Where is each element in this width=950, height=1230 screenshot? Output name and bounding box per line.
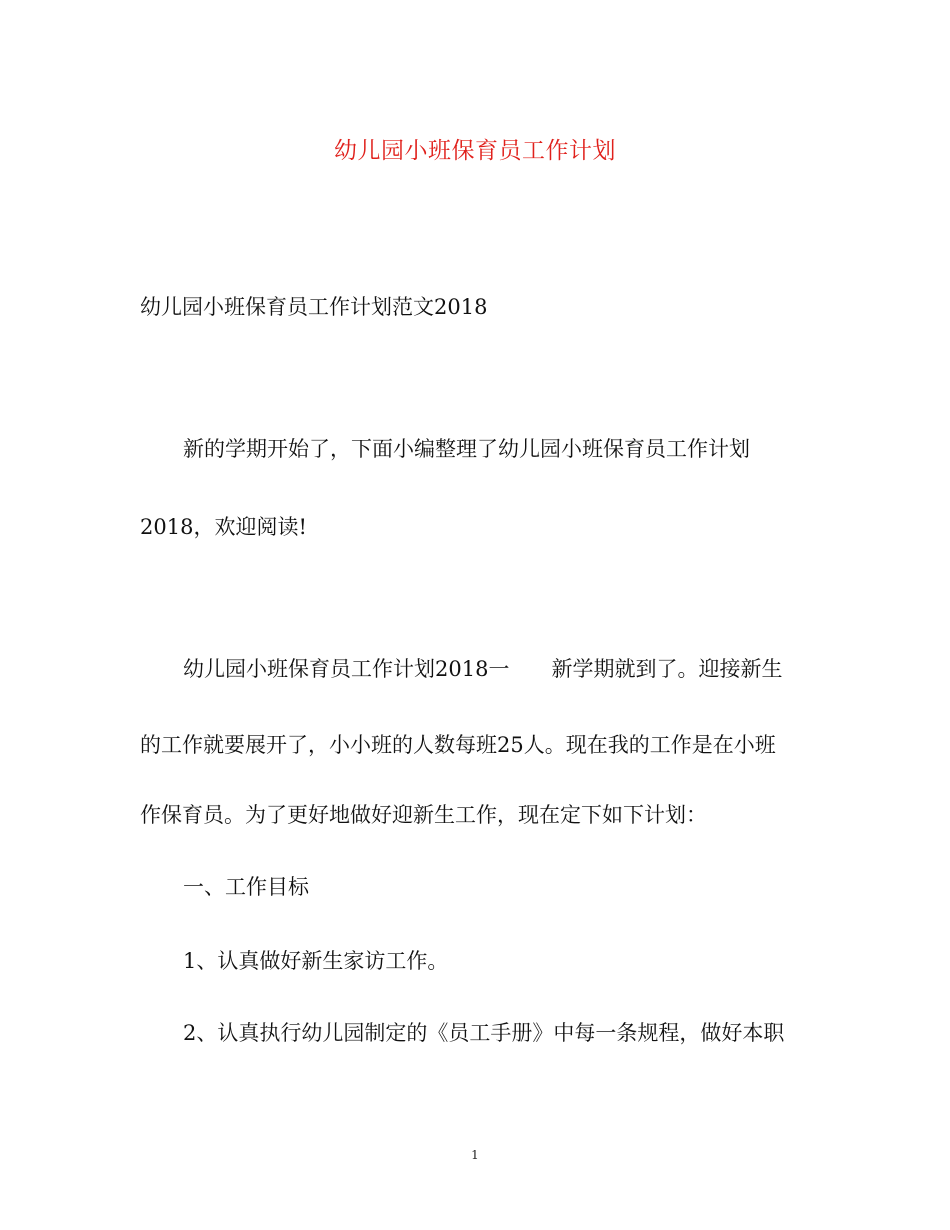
page-number: 1 <box>471 1148 479 1162</box>
list-item: 1、认真做好新生家访工作。 <box>183 949 449 973</box>
document-subtitle: 幼儿园小班保育员工作计划范文2018 <box>140 295 488 319</box>
paragraph-line: 幼儿园小班保育员工作计划2018一 新学期就到了。迎接新生 <box>183 657 783 681</box>
document-title: 幼儿园小班保育员工作计划 <box>334 138 616 164</box>
paragraph-line: 新的学期开始了，下面小编整理了幼儿园小班保育员工作计划 <box>183 437 750 461</box>
section-heading: 一、工作目标 <box>183 875 309 899</box>
list-item: 2、认真执行幼儿园制定的《员工手册》中每一条规程，做好本职 <box>183 1021 785 1045</box>
paragraph-line: 2018，欢迎阅读! <box>140 515 307 539</box>
paragraph-line: 作保育员。为了更好地做好迎新生工作，现在定下如下计划： <box>140 803 707 827</box>
paragraph-line: 的工作就要展开了，小小班的人数每班25人。现在我的工作是在小班 <box>140 733 776 757</box>
